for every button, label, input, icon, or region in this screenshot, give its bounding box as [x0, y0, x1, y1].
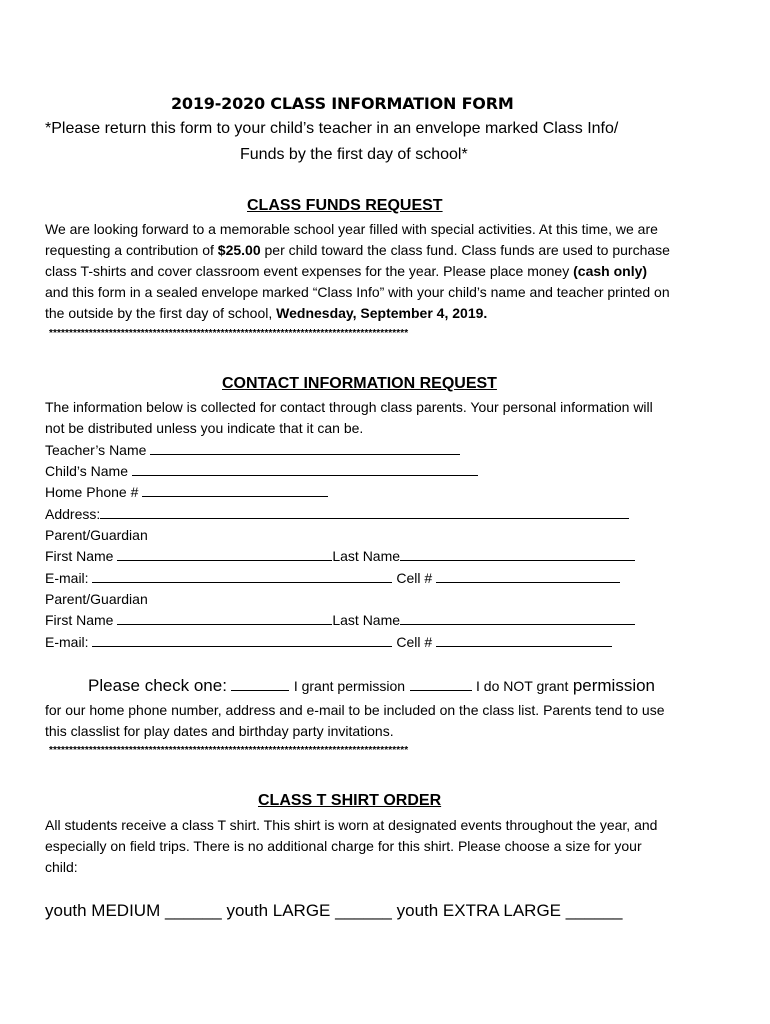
funds-text: class T-shirts and cover classroom event expenses for the year. Please place money: [45, 263, 574, 279]
class-funds-heading: CLASS FUNDS REQUEST: [247, 197, 443, 214]
funds-paragraph-line4: and this form in a sealed envelope marked “Class Info” with your child’s name and teacher printed on: [45, 284, 670, 300]
teacher-name-field[interactable]: [150, 441, 460, 455]
contact-info-heading: CONTACT INFORMATION REQUEST: [222, 375, 497, 392]
size-xlarge-label: youth EXTRA LARGE: [396, 901, 562, 920]
form-instructions-line2: Funds by the first day of school*: [240, 146, 468, 163]
cell-label: Cell #: [396, 634, 433, 650]
guardian-2-last-name-field[interactable]: [400, 611, 635, 625]
tshirt-text-line1: All students receive a class T shirt. This shirt is worn at designated events throughout the year, and: [45, 817, 658, 833]
guardian-1-name-row: [45, 546, 635, 567]
guardian-1-last-name-field[interactable]: [400, 547, 635, 561]
email-label: E-mail:: [45, 570, 89, 586]
first-name-label: First Name: [45, 612, 114, 628]
cell-label: Cell #: [396, 570, 433, 586]
home-phone-label: Home Phone #: [45, 484, 139, 500]
tshirt-text-line2: especially on field trips. There is no additional charge for this shirt. Please choose a size for your: [45, 838, 642, 854]
tshirt-text-line3: child:: [45, 859, 78, 875]
due-date: Wednesday, September 4, 2019.: [276, 305, 488, 321]
permission-text-line1: for our home phone number, address and e-mail to be included on the class list. Parents tend to use: [45, 702, 665, 718]
tshirt-size-row: [45, 901, 622, 921]
child-name-row: [45, 461, 478, 482]
grant-permission-checkbox[interactable]: [231, 676, 289, 691]
address-field[interactable]: [100, 505, 629, 519]
teacher-name-row: [45, 440, 460, 461]
guardian-1-first-name-field[interactable]: [117, 547, 332, 561]
first-name-label: First Name: [45, 548, 114, 564]
form-instructions-line1: *Please return this form to your child’s teacher in an envelope marked Class Info/: [45, 120, 619, 137]
tshirt-order-heading: CLASS T SHIRT ORDER: [258, 792, 442, 809]
guardian-2-name-row: [45, 610, 635, 631]
grant-permission-label: I grant permission: [293, 678, 406, 694]
deny-permission-label: I do NOT grant: [476, 678, 569, 694]
guardian-2-first-name-field[interactable]: [117, 611, 332, 625]
deny-permission-checkbox[interactable]: [410, 676, 472, 691]
child-name-label: Child’s Name: [45, 463, 128, 479]
address-label: Address:: [45, 506, 101, 522]
contact-intro-line2: not be distributed unless you indicate that it can be.: [45, 420, 364, 436]
funds-text: requesting a contribution of: [45, 242, 218, 258]
guardian-2-email-field[interactable]: [92, 633, 392, 647]
guardian-1-cell-field[interactable]: [436, 569, 620, 583]
size-medium-label: youth MEDIUM: [45, 901, 161, 920]
form-title: 2019-2020 CLASS INFORMATION FORM: [171, 94, 514, 113]
last-name-label: Last Name: [332, 548, 401, 564]
permission-check-row: [88, 676, 655, 696]
address-row: [45, 504, 629, 525]
deny-permission-word: permission: [572, 676, 656, 695]
funds-text: per child toward the class fund. Class funds are used to purchase: [260, 242, 670, 258]
section-divider: ******************************************************************************************: [49, 328, 409, 339]
permission-text-line2: this classlist for play dates and birthday party invitations.: [45, 723, 394, 739]
funds-text: the outside by the first day of school,: [45, 305, 277, 321]
guardian-1-email-field[interactable]: [92, 569, 392, 583]
teacher-name-label: Teacher’s Name: [45, 442, 147, 458]
last-name-label: Last Name: [332, 612, 401, 628]
home-phone-field[interactable]: [142, 483, 328, 497]
please-check-label: Please check one:: [88, 676, 227, 695]
contact-intro-line1: The information below is collected for contact through class parents. Your personal information will: [45, 399, 653, 415]
size-medium-blank[interactable]: ______: [164, 901, 222, 920]
funds-paragraph-line5: [45, 303, 487, 324]
size-xlarge-blank[interactable]: ______: [565, 901, 623, 920]
funds-paragraph-line1: We are looking forward to a memorable school year filled with special activities. At this time, we are: [45, 221, 658, 237]
guardian-1-contact-row: [45, 568, 620, 589]
size-large-blank[interactable]: ______: [335, 901, 392, 920]
child-name-field[interactable]: [132, 462, 478, 476]
guardian-2-cell-field[interactable]: [436, 633, 612, 647]
guardian-1-label: Parent/Guardian: [45, 527, 148, 543]
cash-only-note: (cash only): [573, 263, 648, 279]
funds-paragraph-line3: [45, 261, 647, 282]
email-label: E-mail:: [45, 634, 89, 650]
home-phone-row: [45, 482, 328, 503]
section-divider: ******************************************************************************************: [49, 745, 409, 756]
size-large-label: youth LARGE: [226, 901, 331, 920]
funds-paragraph-line2: [45, 240, 670, 261]
guardian-2-label: Parent/Guardian: [45, 591, 148, 607]
guardian-2-contact-row: [45, 632, 612, 653]
contribution-amount: $25.00: [217, 242, 261, 258]
